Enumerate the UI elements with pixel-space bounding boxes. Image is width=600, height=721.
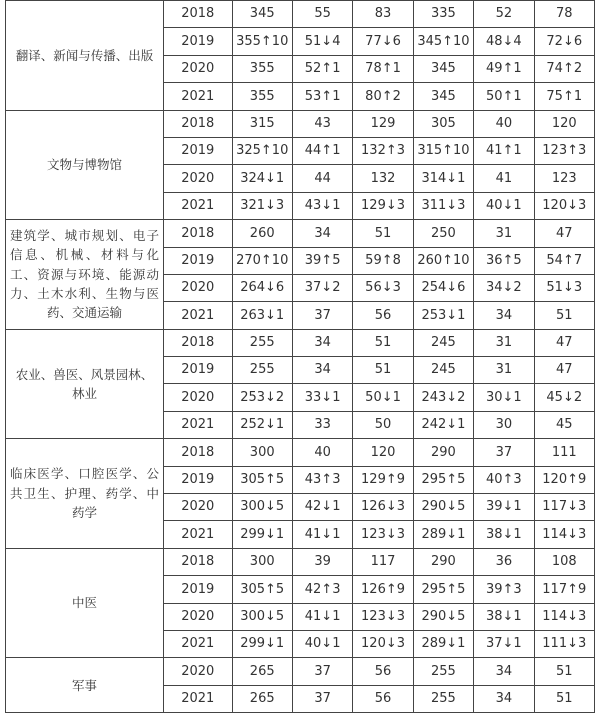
value-cell: 355↑10 bbox=[232, 28, 292, 55]
value-cell: 75↑1 bbox=[534, 83, 594, 110]
value-cell: 47 bbox=[534, 329, 594, 356]
value-cell: 54↑7 bbox=[534, 247, 594, 274]
table-row bbox=[6, 1, 595, 28]
value-cell: 42↓1 bbox=[292, 494, 352, 521]
value-cell: 123↑3 bbox=[534, 137, 594, 164]
value-cell: 50↑1 bbox=[474, 83, 534, 110]
value-cell: 55 bbox=[292, 1, 352, 28]
value-cell: 315↑10 bbox=[413, 137, 473, 164]
year-cell: 2020 bbox=[164, 55, 232, 82]
value-cell: 50↓1 bbox=[353, 384, 413, 411]
value-cell: 51 bbox=[353, 220, 413, 247]
value-cell: 47 bbox=[534, 220, 594, 247]
value-cell: 305 bbox=[413, 110, 473, 137]
category-cell: 农业、兽医、风景园林、林业 bbox=[6, 329, 164, 439]
value-cell: 52↑1 bbox=[292, 55, 352, 82]
value-cell: 40↓1 bbox=[474, 192, 534, 219]
value-cell: 114↓3 bbox=[534, 603, 594, 630]
value-cell: 265 bbox=[232, 685, 292, 712]
value-cell: 270↑10 bbox=[232, 247, 292, 274]
year-cell: 2021 bbox=[164, 302, 232, 329]
value-cell: 51 bbox=[534, 302, 594, 329]
year-cell: 2019 bbox=[164, 357, 232, 384]
value-cell: 49↑1 bbox=[474, 55, 534, 82]
year-cell: 2021 bbox=[164, 521, 232, 548]
value-cell: 74↑2 bbox=[534, 55, 594, 82]
value-cell: 41↓1 bbox=[292, 603, 352, 630]
table-row bbox=[6, 548, 595, 575]
value-cell: 40↓1 bbox=[292, 630, 352, 657]
value-cell: 31 bbox=[474, 329, 534, 356]
value-cell: 265 bbox=[232, 658, 292, 685]
value-cell: 254↓6 bbox=[413, 274, 473, 301]
value-cell: 300 bbox=[232, 548, 292, 575]
year-cell: 2018 bbox=[164, 110, 232, 137]
value-cell: 30↓1 bbox=[474, 384, 534, 411]
value-cell: 72↓6 bbox=[534, 28, 594, 55]
value-cell: 37↓2 bbox=[292, 274, 352, 301]
value-cell: 108 bbox=[534, 548, 594, 575]
value-cell: 41↑1 bbox=[474, 137, 534, 164]
value-cell: 43↑3 bbox=[292, 466, 352, 493]
value-cell: 111 bbox=[534, 439, 594, 466]
category-cell: 文物与博物馆 bbox=[6, 110, 164, 220]
value-cell: 120↑9 bbox=[534, 466, 594, 493]
value-cell: 129↑9 bbox=[353, 466, 413, 493]
value-cell: 41↓1 bbox=[292, 521, 352, 548]
category-cell: 翻译、新闻与传播、出版 bbox=[6, 1, 164, 111]
value-cell: 56 bbox=[353, 302, 413, 329]
value-cell: 299↓1 bbox=[232, 521, 292, 548]
value-cell: 34 bbox=[474, 302, 534, 329]
value-cell: 39↑5 bbox=[292, 247, 352, 274]
year-cell: 2021 bbox=[164, 630, 232, 657]
year-cell: 2020 bbox=[164, 165, 232, 192]
value-cell: 120↓3 bbox=[534, 192, 594, 219]
value-cell: 34 bbox=[474, 685, 534, 712]
value-cell: 51↓3 bbox=[534, 274, 594, 301]
value-cell: 111↓3 bbox=[534, 630, 594, 657]
value-cell: 335 bbox=[413, 1, 473, 28]
value-cell: 34 bbox=[474, 658, 534, 685]
value-cell: 117↓3 bbox=[534, 494, 594, 521]
value-cell: 42↑3 bbox=[292, 576, 352, 603]
year-cell: 2019 bbox=[164, 466, 232, 493]
score-table bbox=[5, 0, 595, 713]
category-cell: 军事 bbox=[6, 658, 164, 713]
value-cell: 51 bbox=[353, 329, 413, 356]
value-cell: 255 bbox=[232, 329, 292, 356]
value-cell: 56↓3 bbox=[353, 274, 413, 301]
value-cell: 245 bbox=[413, 357, 473, 384]
year-cell: 2021 bbox=[164, 411, 232, 438]
value-cell: 52 bbox=[474, 1, 534, 28]
year-cell: 2018 bbox=[164, 548, 232, 575]
table-row bbox=[6, 110, 595, 137]
value-cell: 51 bbox=[534, 658, 594, 685]
value-cell: 51 bbox=[353, 357, 413, 384]
value-cell: 311↓3 bbox=[413, 192, 473, 219]
value-cell: 345 bbox=[413, 83, 473, 110]
value-cell: 114↓3 bbox=[534, 521, 594, 548]
table-row bbox=[6, 439, 595, 466]
value-cell: 289↓1 bbox=[413, 630, 473, 657]
value-cell: 123↓3 bbox=[353, 603, 413, 630]
value-cell: 50 bbox=[353, 411, 413, 438]
value-cell: 45 bbox=[534, 411, 594, 438]
value-cell: 263↓1 bbox=[232, 302, 292, 329]
year-cell: 2021 bbox=[164, 192, 232, 219]
value-cell: 117↑9 bbox=[534, 576, 594, 603]
value-cell: 34 bbox=[292, 220, 352, 247]
value-cell: 47 bbox=[534, 357, 594, 384]
value-cell: 53↑1 bbox=[292, 83, 352, 110]
category-cell: 建筑学、城市规划、电子信息、机械、材料与化工、资源与环境、能源动力、土木水利、生物与医药、交通运输 bbox=[6, 220, 164, 330]
value-cell: 345 bbox=[232, 1, 292, 28]
value-cell: 355 bbox=[232, 55, 292, 82]
value-cell: 34 bbox=[292, 357, 352, 384]
value-cell: 132 bbox=[353, 165, 413, 192]
value-cell: 37 bbox=[292, 302, 352, 329]
value-cell: 56 bbox=[353, 658, 413, 685]
value-cell: 59↑8 bbox=[353, 247, 413, 274]
year-cell: 2020 bbox=[164, 274, 232, 301]
year-cell: 2020 bbox=[164, 658, 232, 685]
year-cell: 2018 bbox=[164, 329, 232, 356]
value-cell: 30 bbox=[474, 411, 534, 438]
category-cell: 临床医学、口腔医学、公共卫生、护理、药学、中药学 bbox=[6, 439, 164, 549]
value-cell: 295↑5 bbox=[413, 466, 473, 493]
value-cell: 117 bbox=[353, 548, 413, 575]
value-cell: 120 bbox=[353, 439, 413, 466]
year-cell: 2020 bbox=[164, 603, 232, 630]
value-cell: 295↑5 bbox=[413, 576, 473, 603]
value-cell: 34↓2 bbox=[474, 274, 534, 301]
value-cell: 31 bbox=[474, 357, 534, 384]
value-cell: 290 bbox=[413, 548, 473, 575]
value-cell: 290↓5 bbox=[413, 603, 473, 630]
value-cell: 39↑3 bbox=[474, 576, 534, 603]
value-cell: 44 bbox=[292, 165, 352, 192]
value-cell: 51 bbox=[534, 685, 594, 712]
value-cell: 40 bbox=[292, 439, 352, 466]
value-cell: 325↑10 bbox=[232, 137, 292, 164]
year-cell: 2018 bbox=[164, 220, 232, 247]
value-cell: 123↓3 bbox=[353, 521, 413, 548]
year-cell: 2019 bbox=[164, 247, 232, 274]
value-cell: 255 bbox=[232, 357, 292, 384]
value-cell: 126↑9 bbox=[353, 576, 413, 603]
value-cell: 36 bbox=[474, 548, 534, 575]
value-cell: 253↓1 bbox=[413, 302, 473, 329]
value-cell: 37 bbox=[474, 439, 534, 466]
year-cell: 2021 bbox=[164, 83, 232, 110]
value-cell: 120↓3 bbox=[353, 630, 413, 657]
year-cell: 2019 bbox=[164, 137, 232, 164]
value-cell: 345↑10 bbox=[413, 28, 473, 55]
value-cell: 242↓1 bbox=[413, 411, 473, 438]
year-cell: 2019 bbox=[164, 28, 232, 55]
value-cell: 40 bbox=[474, 110, 534, 137]
value-cell: 300↓5 bbox=[232, 603, 292, 630]
value-cell: 300 bbox=[232, 439, 292, 466]
value-cell: 252↓1 bbox=[232, 411, 292, 438]
value-cell: 290 bbox=[413, 439, 473, 466]
year-cell: 2020 bbox=[164, 494, 232, 521]
value-cell: 43↓1 bbox=[292, 192, 352, 219]
value-cell: 34 bbox=[292, 329, 352, 356]
value-cell: 33↓1 bbox=[292, 384, 352, 411]
value-cell: 290↓5 bbox=[413, 494, 473, 521]
value-cell: 77↓6 bbox=[353, 28, 413, 55]
year-cell: 2021 bbox=[164, 685, 232, 712]
value-cell: 260 bbox=[232, 220, 292, 247]
value-cell: 250 bbox=[413, 220, 473, 247]
value-cell: 44↑1 bbox=[292, 137, 352, 164]
value-cell: 264↓6 bbox=[232, 274, 292, 301]
value-cell: 245 bbox=[413, 329, 473, 356]
table-row bbox=[6, 220, 595, 247]
value-cell: 321↓3 bbox=[232, 192, 292, 219]
year-cell: 2020 bbox=[164, 384, 232, 411]
year-cell: 2019 bbox=[164, 576, 232, 603]
value-cell: 48↓4 bbox=[474, 28, 534, 55]
value-cell: 40↑3 bbox=[474, 466, 534, 493]
value-cell: 255 bbox=[413, 685, 473, 712]
value-cell: 129↓3 bbox=[353, 192, 413, 219]
value-cell: 315 bbox=[232, 110, 292, 137]
category-cell: 中医 bbox=[6, 548, 164, 658]
value-cell: 126↓3 bbox=[353, 494, 413, 521]
value-cell: 43 bbox=[292, 110, 352, 137]
year-cell: 2018 bbox=[164, 439, 232, 466]
value-cell: 78 bbox=[534, 1, 594, 28]
value-cell: 345 bbox=[413, 55, 473, 82]
value-cell: 132↑3 bbox=[353, 137, 413, 164]
value-cell: 289↓1 bbox=[413, 521, 473, 548]
value-cell: 300↓5 bbox=[232, 494, 292, 521]
value-cell: 83 bbox=[353, 1, 413, 28]
value-cell: 31 bbox=[474, 220, 534, 247]
value-cell: 39↓1 bbox=[474, 494, 534, 521]
year-cell: 2018 bbox=[164, 1, 232, 28]
value-cell: 37 bbox=[292, 658, 352, 685]
value-cell: 45↓2 bbox=[534, 384, 594, 411]
value-cell: 255 bbox=[413, 658, 473, 685]
value-cell: 78↑1 bbox=[353, 55, 413, 82]
score-table-container bbox=[5, 0, 595, 713]
value-cell: 243↓2 bbox=[413, 384, 473, 411]
value-cell: 33 bbox=[292, 411, 352, 438]
value-cell: 305↑5 bbox=[232, 466, 292, 493]
value-cell: 299↓1 bbox=[232, 630, 292, 657]
value-cell: 129 bbox=[353, 110, 413, 137]
score-table-body bbox=[6, 1, 595, 713]
value-cell: 36↑5 bbox=[474, 247, 534, 274]
value-cell: 38↓1 bbox=[474, 521, 534, 548]
value-cell: 39 bbox=[292, 548, 352, 575]
value-cell: 56 bbox=[353, 685, 413, 712]
value-cell: 37↓1 bbox=[474, 630, 534, 657]
value-cell: 355 bbox=[232, 83, 292, 110]
value-cell: 305↑5 bbox=[232, 576, 292, 603]
value-cell: 324↓1 bbox=[232, 165, 292, 192]
value-cell: 120 bbox=[534, 110, 594, 137]
table-row bbox=[6, 329, 595, 356]
value-cell: 80↑2 bbox=[353, 83, 413, 110]
table-row bbox=[6, 658, 595, 685]
value-cell: 123 bbox=[534, 165, 594, 192]
value-cell: 51↓4 bbox=[292, 28, 352, 55]
value-cell: 41 bbox=[474, 165, 534, 192]
value-cell: 38↓1 bbox=[474, 603, 534, 630]
value-cell: 260↑10 bbox=[413, 247, 473, 274]
value-cell: 253↓2 bbox=[232, 384, 292, 411]
value-cell: 37 bbox=[292, 685, 352, 712]
value-cell: 314↓1 bbox=[413, 165, 473, 192]
